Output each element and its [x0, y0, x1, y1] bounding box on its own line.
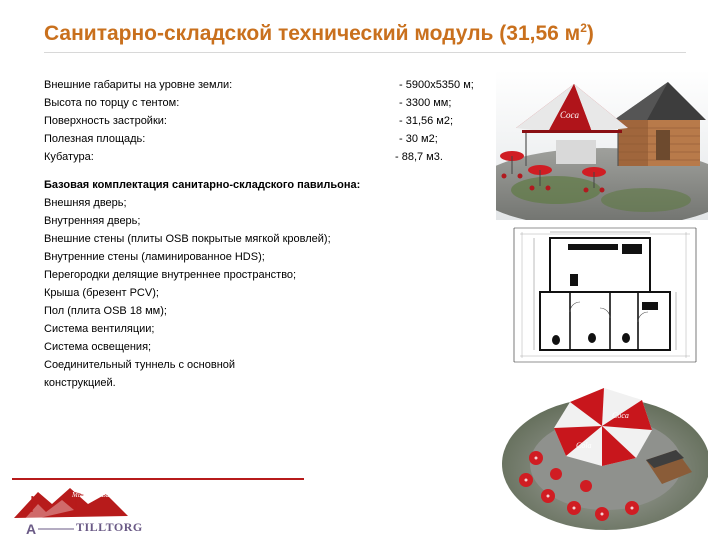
spec-row: [44, 112, 494, 130]
spec-label: Кубатура:: [44, 151, 94, 163]
svg-text:Coca: Coca: [560, 110, 579, 120]
page-title-superscript: 2: [580, 21, 587, 35]
logo-divider: [12, 478, 304, 480]
spec-row: [44, 94, 494, 112]
logo-slogan: Мы рады Вам всегда!: [72, 491, 137, 499]
svg-text:Coca: Coca: [612, 411, 629, 420]
svg-text:Cola: Cola: [576, 441, 592, 450]
company-logo: [12, 482, 162, 538]
list-item: Соединительный туннель с основной: [44, 359, 236, 371]
spec-label: Высота по торцу с тентом:: [44, 97, 180, 109]
spec-label: Полезная площадь:: [44, 133, 146, 145]
title-divider: [44, 52, 686, 53]
list-item: Пол (плита OSB 18 мм);: [44, 305, 167, 317]
spec-label: Внешние габариты на уровне земли:: [44, 79, 233, 91]
spec-value: - 5900x5350 м;: [399, 79, 474, 91]
spec-label: Поверхность застройки:: [44, 115, 167, 127]
page-title-suffix: ): [586, 22, 594, 45]
logo-name: TILLTORG: [76, 520, 143, 534]
floor-plan-image: [510, 222, 700, 368]
equipment-title: Базовая комплектация санитарно-складского павильона:: [44, 179, 361, 191]
list-item: Внутренние стены (ламинированное HDS);: [44, 251, 265, 263]
spec-list: [44, 76, 494, 166]
list-item: Перегородки делящие внутреннее пространство;: [44, 269, 297, 281]
spec-value: - 88,7 м3.: [395, 151, 443, 163]
list-item: Система освещения;: [44, 341, 152, 353]
svg-text:A: A: [26, 521, 37, 537]
aerial-render-image: [496, 372, 708, 536]
equipment-section: [44, 176, 374, 392]
list-item: конструкцией.: [44, 377, 116, 389]
spec-value: - 30 м2;: [399, 133, 438, 145]
spec-row: [44, 148, 494, 166]
list-item: Система вентиляции;: [44, 323, 155, 335]
page-title: [44, 22, 704, 46]
module-render-image: [496, 70, 708, 220]
list-item: Крыша (брезент PCV);: [44, 287, 159, 299]
page-title-text: Санитарно-складской технический модуль (31,56 м: [44, 22, 581, 45]
spec-row: [44, 76, 494, 94]
spec-row: [44, 130, 494, 148]
spec-value: - 31,56 м2;: [399, 115, 454, 127]
list-item: Внешние стены (плиты OSB покрытые мягкой кровлей);: [44, 233, 331, 245]
list-item: Внешняя дверь;: [44, 197, 127, 209]
list-item: Внутренняя дверь;: [44, 215, 141, 227]
spec-value: - 3300 мм;: [399, 97, 452, 109]
